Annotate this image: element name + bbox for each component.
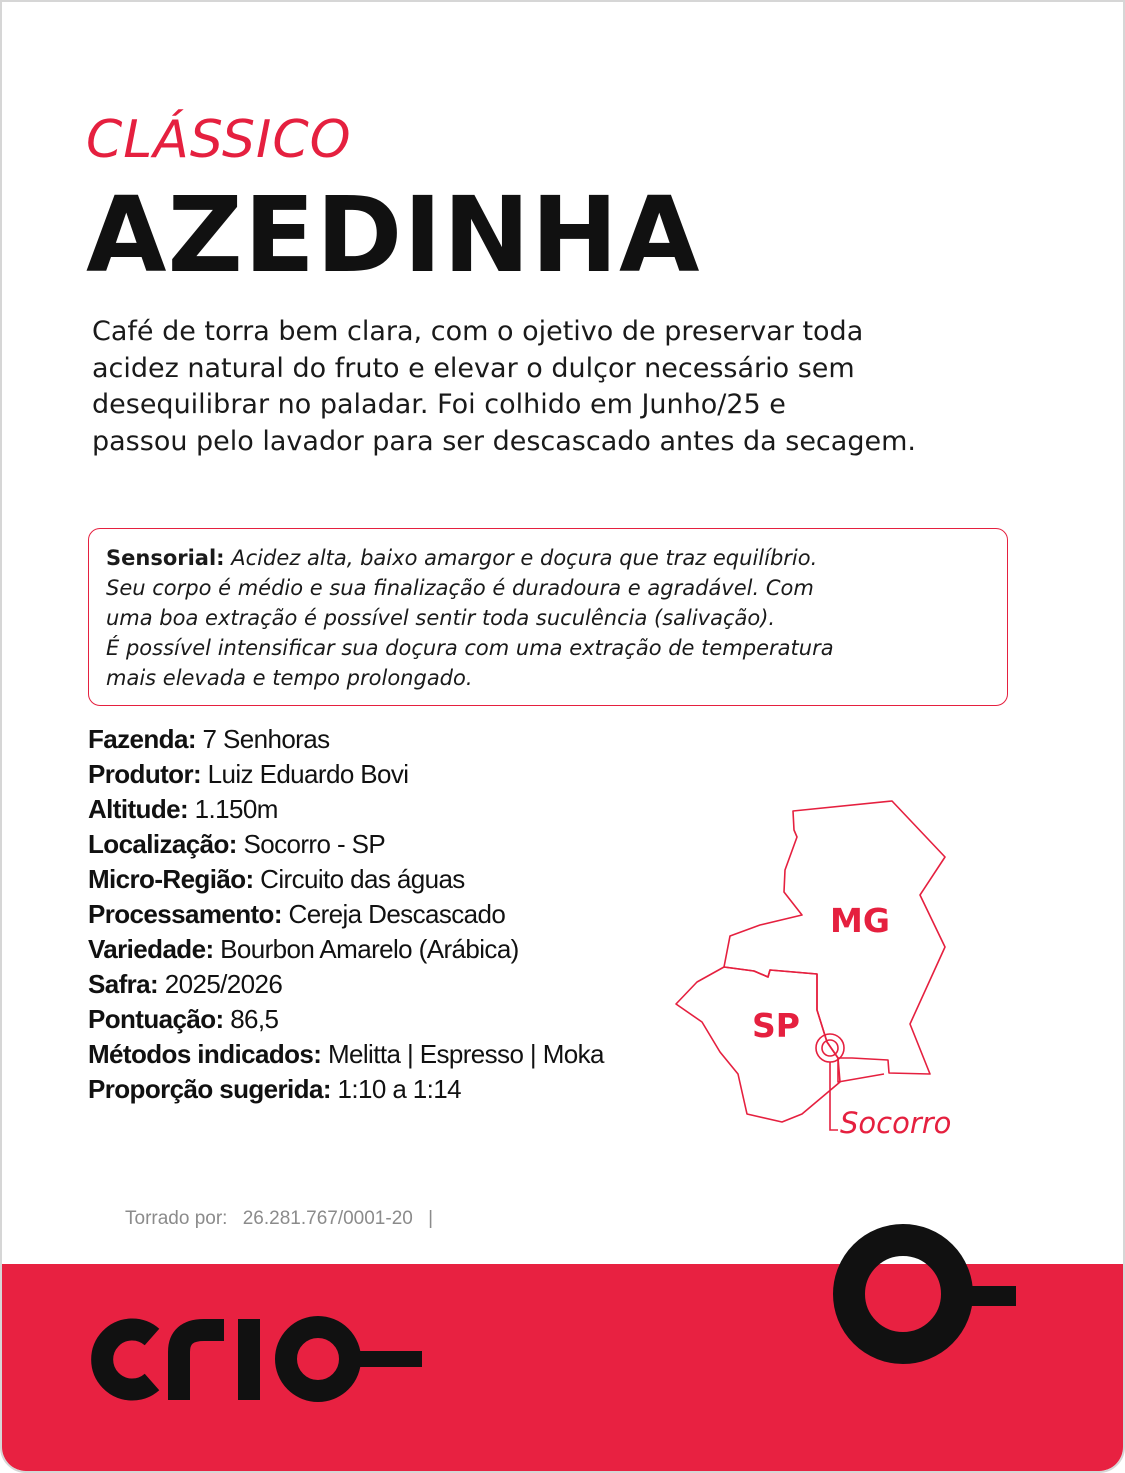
state-label-sp: SP	[752, 1006, 800, 1045]
spec-processing	[88, 897, 604, 932]
sensorial-line	[106, 543, 989, 573]
spec-micro-region	[88, 862, 604, 897]
spec-value: 7 Senhoras	[195, 724, 330, 754]
sensorial-text: mais elevada e tempo prolongado.	[106, 666, 473, 690]
crio-wordmark-logo	[86, 1302, 426, 1412]
description-line: desequilibrar no paladar. Foi colhido em Junho/25 e	[92, 389, 786, 420]
spec-variety	[88, 932, 604, 967]
region-map	[662, 792, 992, 1152]
border-detail-line	[838, 1058, 884, 1082]
sensorial-text: Seu corpo é médio e sua finalização é duradoura e agradável. Com	[106, 576, 814, 600]
spec-label: Altitude:	[88, 794, 189, 824]
coffee-category: CLÁSSICO	[86, 110, 352, 170]
spec-value: 2025/2026	[158, 969, 283, 999]
sensorial-text: Acidez alta, baixo amargor e doçura que traz equilíbrio.	[224, 546, 818, 570]
spec-altitude	[88, 792, 604, 827]
spec-harvest	[88, 967, 604, 1002]
spec-label: Localização:	[88, 829, 237, 859]
spec-value: Luiz Eduardo Bovi	[201, 759, 409, 789]
spec-value: 1.150m	[188, 794, 278, 824]
sensorial-line	[106, 573, 989, 603]
spec-value: 1:10 a 1:14	[330, 1074, 462, 1104]
spec-label: Safra:	[88, 969, 159, 999]
roaster-id: 26.281.767/0001-20	[242, 1208, 413, 1229]
spec-label: Pontuação:	[88, 1004, 224, 1034]
spec-location	[88, 827, 604, 862]
city-label: Socorro	[840, 1106, 952, 1140]
sensorial-line	[106, 663, 989, 693]
spec-value: Cereja Descascado	[281, 899, 506, 929]
spec-farm	[88, 722, 604, 757]
spec-label: Variedade:	[88, 934, 214, 964]
state-label-mg: MG	[830, 901, 890, 940]
coffee-name: AZEDINHA	[86, 174, 701, 296]
description-line: passou pelo lavador para ser descascado antes da secagem.	[92, 425, 916, 457]
sensorial-box	[88, 528, 1008, 706]
coffee-description	[92, 314, 1052, 460]
spec-label: Produtor:	[88, 759, 202, 789]
roaster-separator: |	[428, 1208, 434, 1229]
spec-label: Métodos indicados:	[88, 1039, 322, 1069]
spec-ratio	[88, 1072, 604, 1107]
sensorial-line	[106, 603, 989, 633]
sensorial-label: Sensorial:	[106, 546, 225, 570]
sensorial-line	[106, 633, 989, 663]
description-line: acidez natural do fruto e elevar o dulçor necessário sem	[92, 352, 855, 384]
spec-methods	[88, 1037, 604, 1072]
description-line: Café de torra bem clara, com o ojetivo de preservar toda	[92, 316, 864, 347]
spec-label: Fazenda:	[88, 724, 196, 754]
spec-value: Circuito das águas	[253, 864, 465, 894]
crio-symbol-logo	[828, 1224, 1018, 1364]
spec-label: Processamento:	[88, 899, 282, 929]
specs-list	[88, 722, 604, 1107]
spec-label: Micro-Região:	[88, 864, 254, 894]
spec-value: Melitta | Espresso | Moka	[321, 1039, 604, 1069]
spec-value: 86,5	[223, 1004, 279, 1034]
sensorial-text: uma boa extração é possível sentir toda suculência (salivação).	[106, 606, 776, 630]
sensorial-text: É possível intensificar sua doçura com uma extração de temperatura	[106, 636, 834, 660]
spec-score	[88, 1002, 604, 1037]
roaster-info	[125, 1208, 443, 1230]
spec-label: Proporção sugerida:	[88, 1074, 331, 1104]
spec-value: Socorro - SP	[236, 829, 386, 859]
roaster-label: Torrado por:	[125, 1208, 228, 1229]
spec-producer	[88, 757, 604, 792]
spec-value: Bourbon Amarelo (Arábica)	[213, 934, 519, 964]
